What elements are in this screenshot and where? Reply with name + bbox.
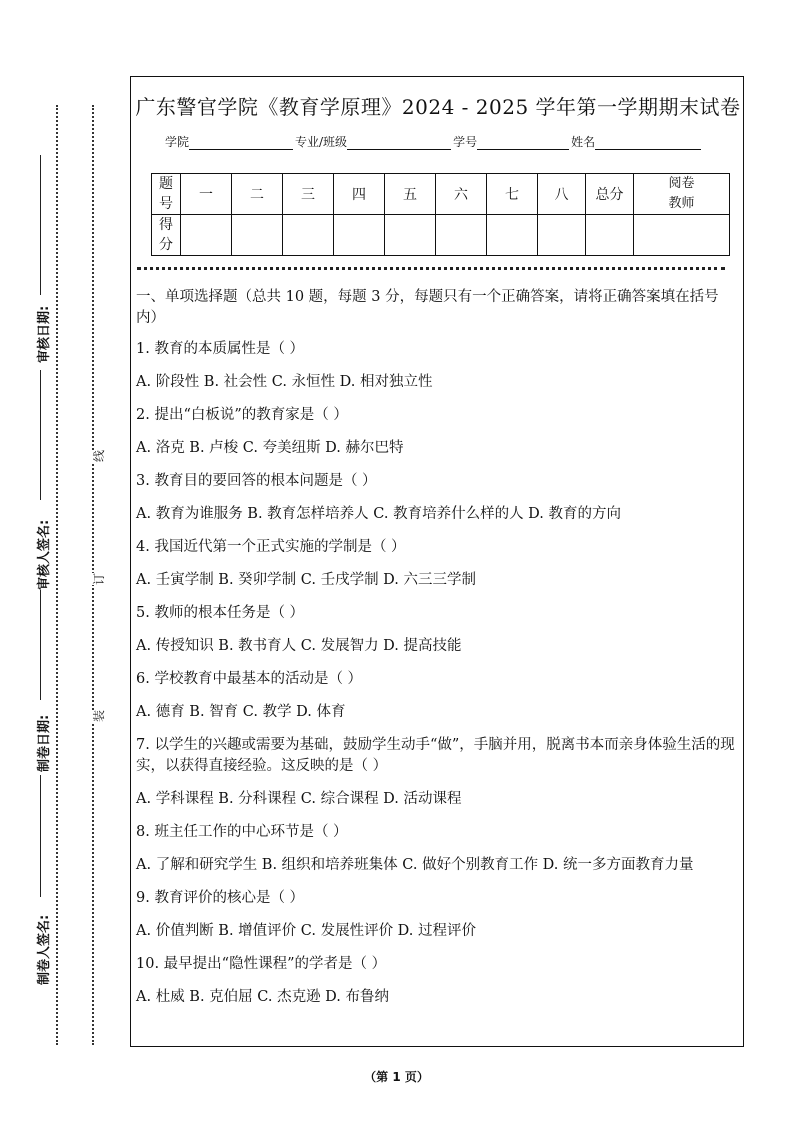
score-table (151, 173, 730, 256)
col-header-total: 总分 (586, 174, 634, 215)
score-cell[interactable] (181, 215, 232, 256)
question-9: 9. 教育评价的核心是（ ） (136, 890, 305, 906)
section-separator (137, 267, 725, 270)
question-4-options: A. 壬寅学制 B. 癸卯学制 C. 壬戌学制 D. 六三三学制 (136, 572, 477, 588)
question-2: 2. 提出“白板说”的教育家是（ ） (136, 407, 348, 423)
section-instructions: 一、单项选择题（总共 10 题，每题 3 分，每题只有一个正确答案，请将正确答案填在括号内） (136, 289, 719, 326)
question-2-options: A. 洛克 B. 卢梭 C. 夸美纽斯 D. 赫尔巴特 (136, 440, 404, 456)
col-header: 八 (538, 174, 586, 215)
binding-zhuang-char: 装 (88, 710, 109, 722)
score-cell[interactable] (385, 215, 436, 256)
question-1: 1. 教育的本质属性是（ ） (136, 341, 305, 357)
name-field[interactable] (595, 137, 701, 150)
student-id-field[interactable] (477, 137, 569, 150)
question-7: 7. 以学生的兴趣或需要为基础，鼓励学生动手“做”，手脑并用，脱离书本而亲身体验生活的现实，以获得直接经验。这反映的是（ ） (136, 737, 735, 774)
question-1-options: A. 阶段性 B. 社会性 C. 永恒性 D. 相对独立性 (136, 374, 433, 390)
student-info-row (165, 133, 703, 150)
maker-sign-line (40, 775, 41, 897)
exam-paper (130, 76, 744, 1047)
name-label: 姓名 (571, 135, 596, 149)
binding-ding-char: 订 (88, 573, 109, 585)
college-field[interactable] (189, 137, 293, 150)
score-cell[interactable] (487, 215, 538, 256)
question-10: 10. 最早提出“隐性课程”的学者是（ ） (136, 956, 387, 972)
col-header: 六 (436, 174, 487, 215)
col-header: 三 (283, 174, 334, 215)
question-3-options: A. 教育为谁服务 B. 教育怎样培养人 C. 教育培养什么样的人 D. 教育的方向 (136, 506, 622, 522)
college-label: 学院 (165, 135, 190, 149)
question-5-options: A. 传授知识 B. 教书育人 C. 发展智力 D. 提高技能 (136, 638, 462, 654)
major-class-field[interactable] (347, 137, 451, 150)
col-header: 五 (385, 174, 436, 215)
reviewer-header: 阅卷 教师 (634, 174, 730, 215)
score-table-score-row (152, 215, 730, 256)
page-number: （第 1 页） (364, 1070, 429, 1084)
question-9-options: A. 价值判断 B. 增值评价 C. 发展性评价 D. 过程评价 (136, 923, 477, 939)
major-class-label: 专业/班级 (295, 135, 348, 149)
reviewer-cell[interactable] (634, 215, 730, 256)
score-cell-total[interactable] (586, 215, 634, 256)
score-cell[interactable] (232, 215, 283, 256)
col-header: 二 (232, 174, 283, 215)
reviewer-date-line (40, 155, 41, 295)
question-6-options: A. 德育 B. 智育 C. 教学 D. 体育 (136, 704, 346, 720)
score-cell[interactable] (436, 215, 487, 256)
col-header: 一 (181, 174, 232, 215)
maker-date-line (40, 590, 41, 700)
score-cell[interactable] (283, 215, 334, 256)
question-5: 5. 教师的根本任务是（ ） (136, 605, 305, 621)
score-cell[interactable] (334, 215, 385, 256)
score-label: 得 分 (152, 215, 181, 256)
reviewer-sign-line (40, 370, 41, 500)
question-6: 6. 学校教育中最基本的活动是（ ） (136, 671, 363, 687)
maker-sign-label: 制卷人签名: (37, 914, 52, 985)
col-header: 七 (487, 174, 538, 215)
binding-dots-left (56, 105, 58, 1045)
student-id-label: 学号 (453, 135, 478, 149)
question-8: 8. 班主任工作的中心环节是（ ） (136, 824, 348, 840)
question-3: 3. 教育目的要回答的根本问题是（ ） (136, 473, 377, 489)
question-number-label: 题 号 (152, 174, 181, 215)
score-table-header-row (152, 174, 730, 215)
section-single-choice (136, 287, 740, 1008)
reviewer-date-label: 审核日期: (37, 305, 52, 363)
binding-line-char: 线 (88, 450, 109, 462)
question-8-options: A. 了解和研究学生 B. 组织和培养班集体 C. 做好个别教育工作 D. 统一多方面教育力量 (136, 857, 694, 873)
question-10-options: A. 杜威 B. 克伯屈 C. 杰克逊 D. 布鲁纳 (136, 989, 390, 1005)
reviewer-sign-label: 审核人签名: (37, 519, 52, 590)
question-4: 4. 我国近代第一个正式实施的学制是（ ） (136, 539, 406, 555)
col-header: 四 (334, 174, 385, 215)
maker-date-label: 制卷日期: (37, 714, 52, 772)
question-7-options: A. 学科课程 B. 分科课程 C. 综合课程 D. 活动课程 (136, 791, 462, 807)
score-cell[interactable] (538, 215, 586, 256)
exam-title: 广东警官学院《教育学原理》2024 - 2025 学年第一学期期末试卷 (135, 95, 741, 119)
